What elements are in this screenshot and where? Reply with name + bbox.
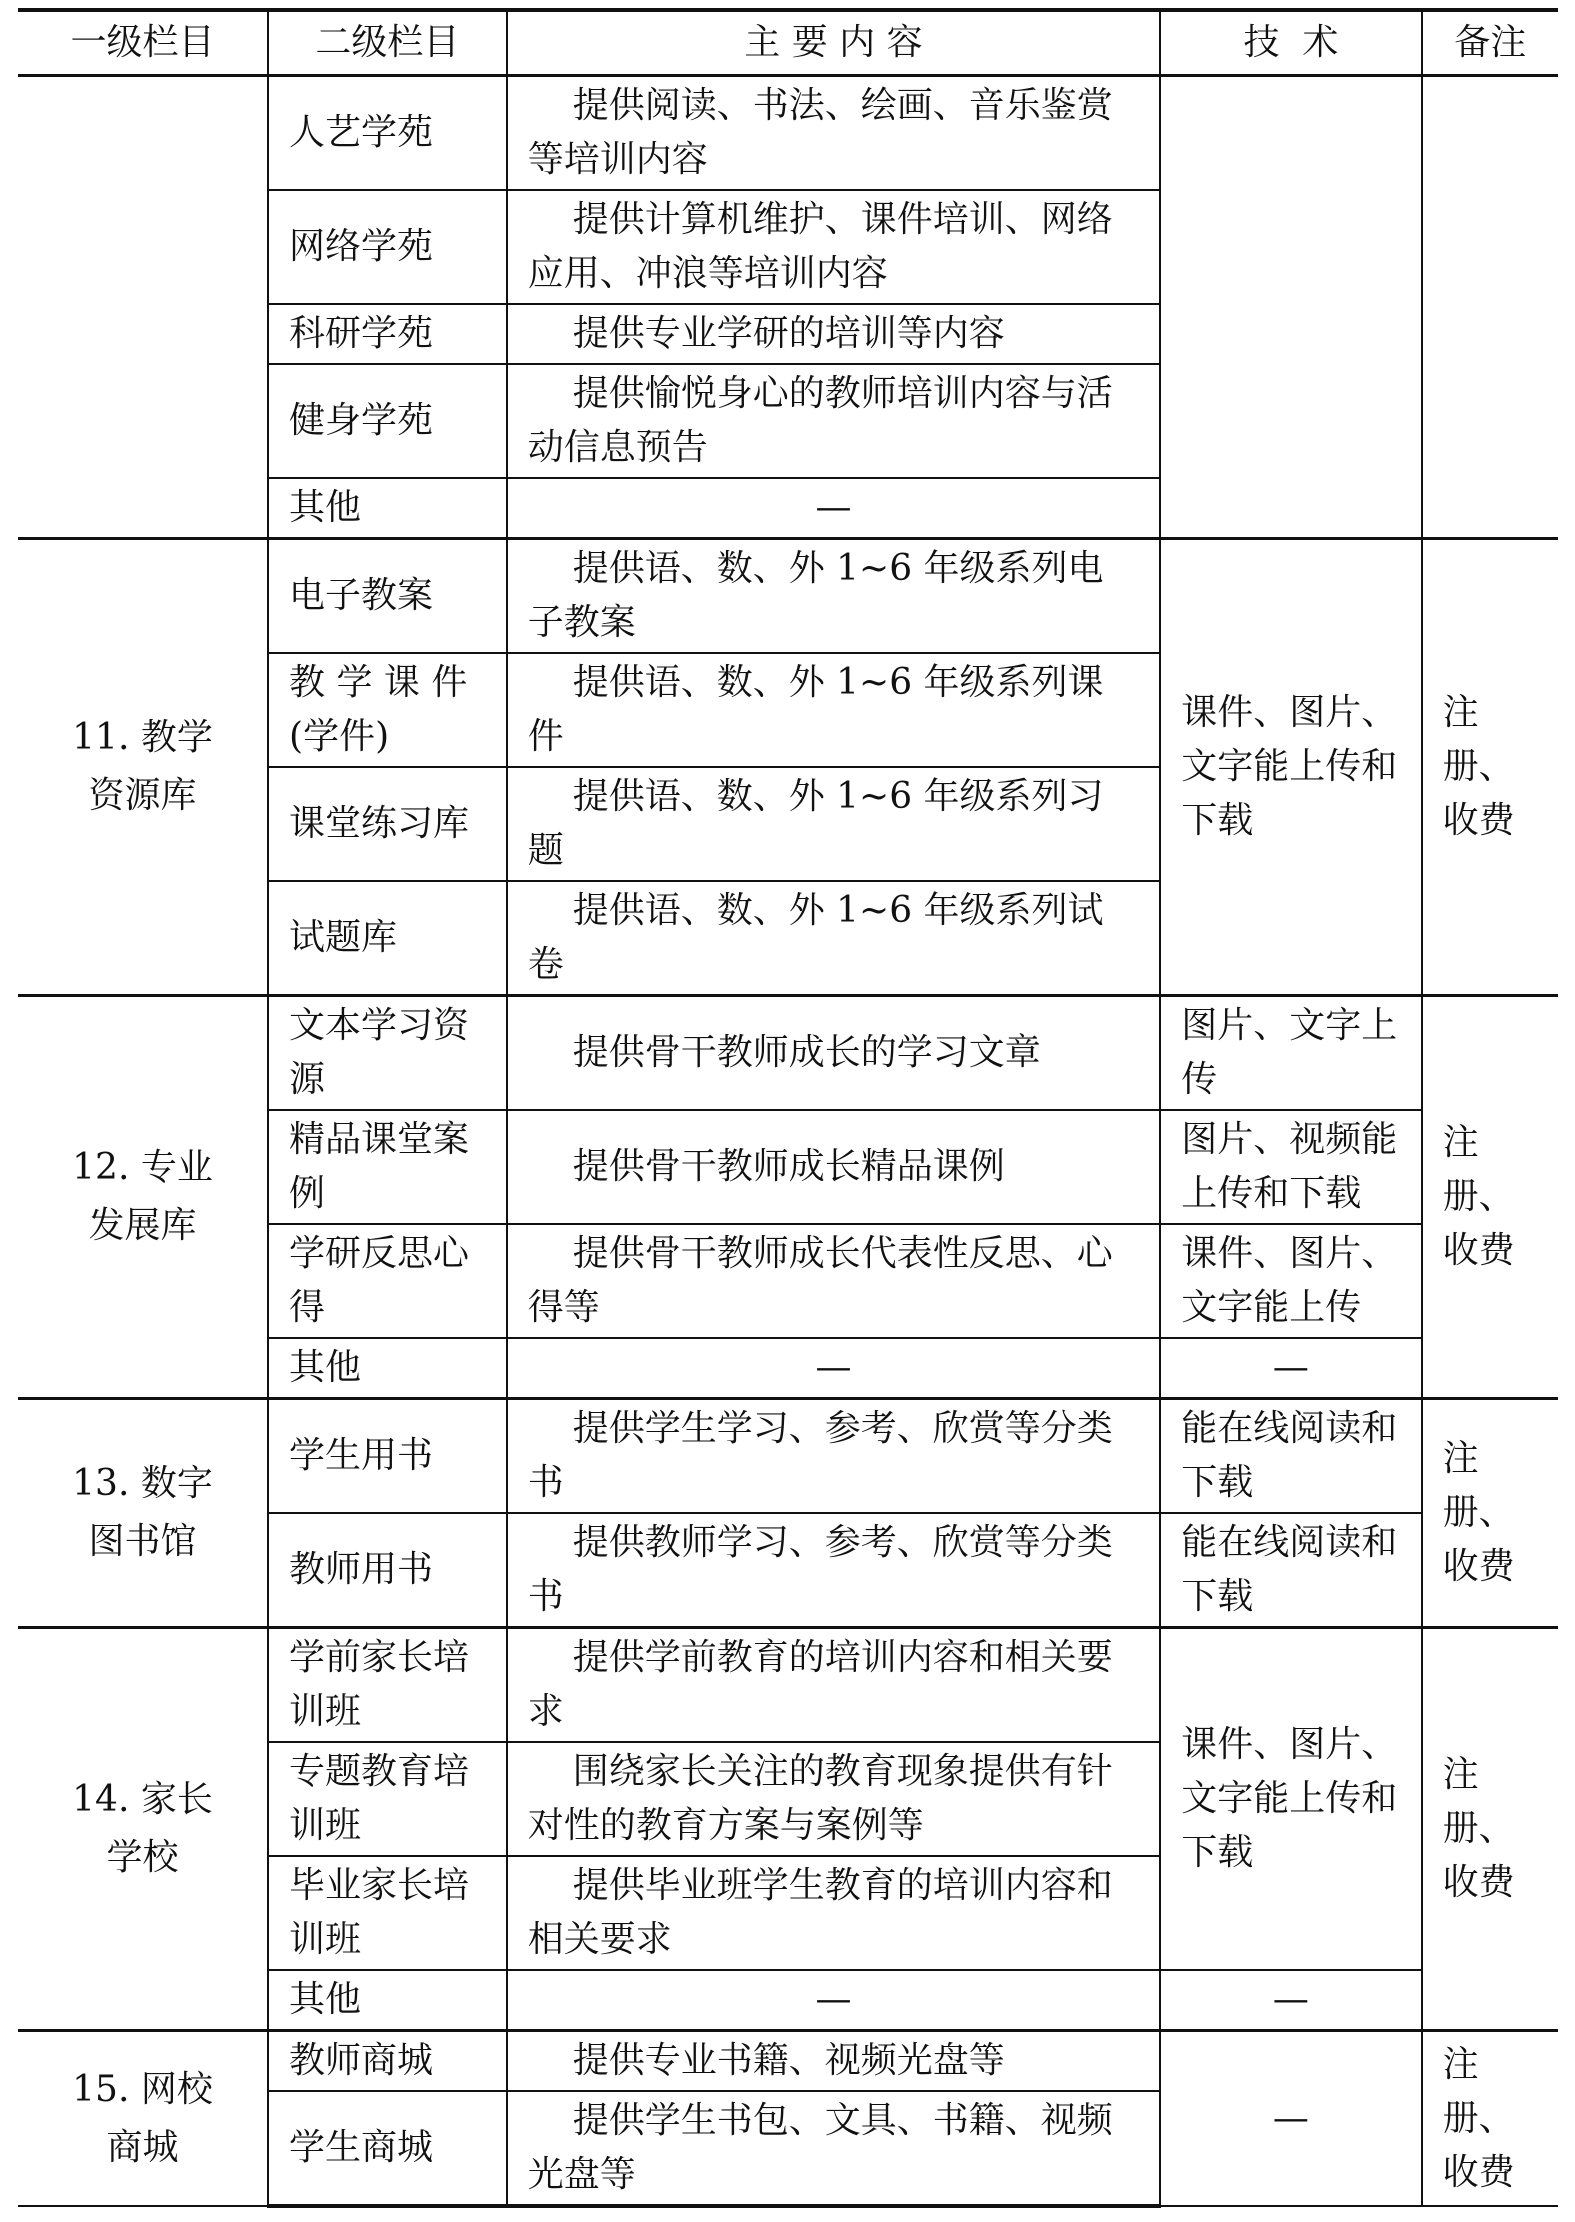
content-cell: 提供学前教育的培训内容和相关要求	[507, 1628, 1161, 1743]
tech-cell: —	[1160, 1338, 1421, 1399]
content-cell: 提供骨干教师成长的学习文章	[507, 996, 1161, 1111]
group-title: 14. 家长 学校	[18, 1628, 268, 2031]
sub-column: 教师商城	[268, 2031, 507, 2092]
sub-column: 教 学 课 件(学件)	[268, 653, 507, 767]
sub-column: 专题教育培训班	[268, 1742, 507, 1856]
sub-column: 学生商城	[268, 2091, 507, 2206]
content-cell: 提供语、数、外 1~6 年级系列电子教案	[507, 539, 1161, 654]
content-cell: 提供语、数、外 1~6 年级系列课件	[507, 653, 1161, 767]
content-cell: 提供语、数、外 1~6 年级系列习题	[507, 767, 1161, 881]
group-title: 11. 教学 资源库	[18, 539, 268, 996]
sub-column: 教师用书	[268, 1513, 507, 1628]
content-cell: 提供学生学习、参考、欣赏等分类书	[507, 1399, 1161, 1514]
content-cell: 提供语、数、外 1~6 年级系列试卷	[507, 881, 1161, 996]
sub-column: 网络学苑	[268, 190, 507, 304]
content-cell: 提供骨干教师成长代表性反思、心得等	[507, 1224, 1161, 1338]
content-cell: —	[507, 1970, 1161, 2031]
tech-cell: 课件、图片、文字能上传和下载	[1160, 539, 1421, 996]
header-col-content: 主 要 内 容	[507, 10, 1161, 76]
sub-column: 电子教案	[268, 539, 507, 654]
sub-column: 学前家长培训班	[268, 1628, 507, 1743]
group-title	[18, 76, 268, 539]
sub-column: 科研学苑	[268, 304, 507, 364]
tech-cell: 图片、文字上传	[1160, 996, 1421, 1111]
note-cell: 注册、收费	[1422, 1399, 1558, 1628]
tech-cell: 能在线阅读和下载	[1160, 1399, 1421, 1514]
content-cell: 提供计算机维护、课件培训、网络应用、冲浪等培训内容	[507, 190, 1161, 304]
tech-cell: 图片、视频能上传和下载	[1160, 1110, 1421, 1224]
content-cell: 提供学生书包、文具、书籍、视频光盘等	[507, 2091, 1161, 2206]
note-cell: 注册、收费	[1422, 1628, 1558, 2031]
content-cell: 提供阅读、书法、绘画、音乐鉴赏等培训内容	[507, 76, 1161, 191]
header-col-tech: 技 术	[1160, 10, 1421, 76]
table-row	[18, 996, 1558, 1111]
tech-cell: 课件、图片、文字能上传	[1160, 1224, 1421, 1338]
table-row	[18, 539, 1558, 654]
note-cell: 注册、收费	[1422, 539, 1558, 996]
sub-column: 精品课堂案例	[268, 1110, 507, 1224]
sub-column: 学研反思心得	[268, 1224, 507, 1338]
tech-cell: —	[1160, 1970, 1421, 2031]
content-cell: 提供专业学研的培训等内容	[507, 304, 1161, 364]
tech-cell: —	[1160, 2031, 1421, 2207]
sub-column: 毕业家长培训班	[268, 1856, 507, 1970]
note-cell	[1422, 76, 1558, 539]
sub-column: 试题库	[268, 881, 507, 996]
header-col-note: 备注	[1422, 10, 1558, 76]
sub-column: 其他	[268, 1338, 507, 1399]
content-cell: 围绕家长关注的教育现象提供有针对性的教育方案与案例等	[507, 1742, 1161, 1856]
tech-cell: 能在线阅读和下载	[1160, 1513, 1421, 1628]
tech-cell	[1160, 76, 1421, 539]
tech-cell: 课件、图片、文字能上传和下载	[1160, 1628, 1421, 1971]
sub-column: 健身学苑	[268, 364, 507, 478]
note-cell: 注册、收费	[1422, 996, 1558, 1399]
group-title: 12. 专业 发展库	[18, 996, 268, 1399]
content-cell: 提供毕业班学生教育的培训内容和相关要求	[507, 1856, 1161, 1970]
table-row	[18, 1399, 1558, 1514]
sub-column: 人艺学苑	[268, 76, 507, 191]
header-col-level1: 一级栏目	[18, 10, 268, 76]
header-col-level2: 二级栏目	[268, 10, 507, 76]
content-cell: 提供教师学习、参考、欣赏等分类书	[507, 1513, 1161, 1628]
sub-column: 文本学习资源	[268, 996, 507, 1111]
content-cell: 提供专业书籍、视频光盘等	[507, 2031, 1161, 2092]
content-cell: 提供骨干教师成长精品课例	[507, 1110, 1161, 1224]
table-row	[18, 1628, 1558, 1743]
content-table	[18, 8, 1558, 2208]
content-cell: —	[507, 478, 1161, 539]
group-title: 15. 网校 商城	[18, 2031, 268, 2207]
sub-column: 课堂练习库	[268, 767, 507, 881]
sub-column: 其他	[268, 1970, 507, 2031]
content-cell: —	[507, 1338, 1161, 1399]
sub-column: 其他	[268, 478, 507, 539]
content-cell: 提供愉悦身心的教师培训内容与活动信息预告	[507, 364, 1161, 478]
table-row	[18, 76, 1558, 191]
header-row	[18, 10, 1558, 76]
sub-column: 学生用书	[268, 1399, 507, 1514]
table-row	[18, 2031, 1558, 2092]
note-cell: 注册、收费	[1422, 2031, 1558, 2207]
group-title: 13. 数字 图书馆	[18, 1399, 268, 1628]
